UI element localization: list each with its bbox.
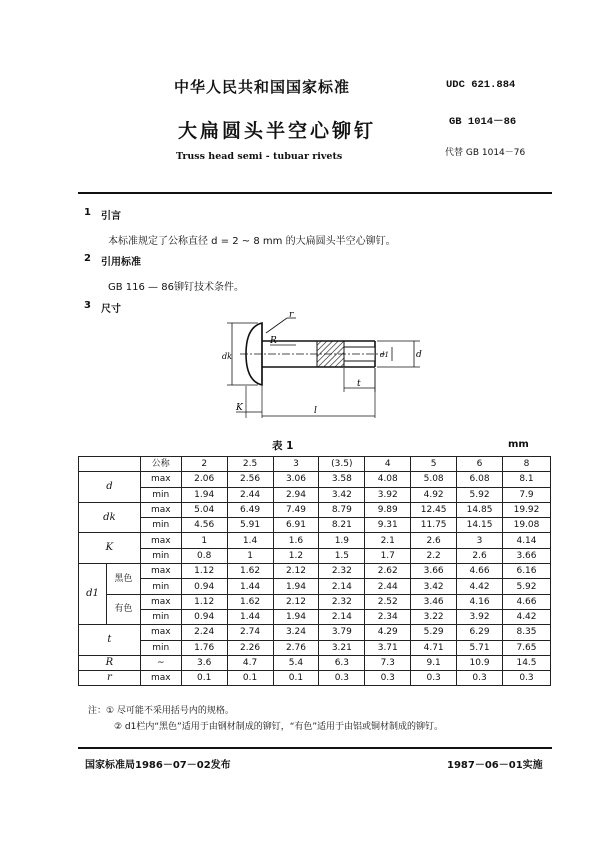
table-cell: 6.16 (503, 564, 551, 579)
table-cell: 6.49 (227, 502, 273, 517)
row-group-label: d (79, 472, 141, 503)
table-cell: 5.92 (457, 487, 503, 502)
table-cell: 2.1 (365, 533, 411, 548)
table-unit: mm (508, 439, 529, 450)
table-cell: 2.32 (319, 564, 365, 579)
table-cell: 2.06 (181, 472, 227, 487)
table-cell: 3.66 (411, 564, 457, 579)
row-type: max (140, 502, 181, 517)
udc-code: UDC 621.884 (446, 79, 516, 91)
table-cell: 7.49 (273, 502, 319, 517)
table-header-row (79, 457, 551, 472)
table-cell: 2.12 (273, 594, 319, 609)
row-type: max (140, 564, 181, 579)
table-cell: 0.3 (457, 671, 503, 686)
table-cell: 2.32 (319, 594, 365, 609)
table-cell: 9.1 (411, 655, 457, 670)
table-cell: 0.8 (181, 548, 227, 563)
table-cell: 4.71 (411, 640, 457, 655)
document-title: 大扁圆头半空心铆钉 (178, 120, 377, 142)
table-cell: 1 (227, 548, 273, 563)
table-cell: 1.62 (227, 594, 273, 609)
table-row (79, 564, 551, 579)
table-cell: 4.7 (227, 655, 273, 670)
table-cell: 6.29 (457, 625, 503, 640)
table-cell: 2.62 (365, 564, 411, 579)
table-cell: 0.94 (181, 609, 227, 624)
table-cell: 4.56 (181, 518, 227, 533)
table-cell: 3.21 (319, 640, 365, 655)
row-type: max (140, 472, 181, 487)
row-sub-label: 黑色 (106, 564, 140, 595)
table-cell: 14.5 (503, 655, 551, 670)
table-cell: 5.08 (411, 472, 457, 487)
table-cell: 3.92 (365, 487, 411, 502)
row-sub-label: 有色 (106, 594, 140, 625)
table-cell: 4.66 (503, 594, 551, 609)
table-cell: 3.42 (411, 579, 457, 594)
table-cell: 2.44 (365, 579, 411, 594)
label-K: K (236, 403, 243, 413)
table-row (79, 625, 551, 640)
table-cell: 8.35 (503, 625, 551, 640)
table-cell: 2.76 (273, 640, 319, 655)
table-cell: 1.76 (181, 640, 227, 655)
table-cell: 8.1 (503, 472, 551, 487)
table-cell: 0.3 (365, 671, 411, 686)
table-cell: 1.94 (181, 487, 227, 502)
table-cell: 3.79 (319, 625, 365, 640)
header-cell: 4 (365, 457, 411, 472)
section-2-number: 2 (84, 253, 91, 264)
table-cell: 3.42 (319, 487, 365, 502)
table-cell: 8.79 (319, 502, 365, 517)
table-row (79, 472, 551, 487)
table-row (79, 594, 551, 609)
table-cell: 0.3 (319, 671, 365, 686)
table-cell: 2.14 (319, 609, 365, 624)
table-cell: 1.62 (227, 564, 273, 579)
table-cell: 6.08 (457, 472, 503, 487)
table-cell: 3.71 (365, 640, 411, 655)
dimension-table (78, 456, 551, 686)
header-cell: (3.5) (319, 457, 365, 472)
table-cell: 3.22 (411, 609, 457, 624)
row-group-label: K (79, 533, 141, 564)
effective-date: 1987－06－01实施 (447, 760, 543, 771)
row-group-label: t (79, 625, 141, 656)
table-cell: 14.85 (457, 502, 503, 517)
table-cell: 9.89 (365, 502, 411, 517)
table-cell: 2.24 (181, 625, 227, 640)
table-cell: 2.6 (411, 533, 457, 548)
section-1-number: 1 (84, 207, 91, 218)
table-cell: 0.1 (273, 671, 319, 686)
table-cell: 7.65 (503, 640, 551, 655)
header-cell: 8 (503, 457, 551, 472)
table-cell: 0.94 (181, 579, 227, 594)
table-row (79, 640, 551, 655)
document-title-english: Truss head semi - tubuar rivets (176, 151, 343, 162)
section-2-text: GB 116 — 86铆钉技术条件。 (108, 282, 244, 293)
row-group-label: d1 (79, 564, 107, 625)
table-row (79, 502, 551, 517)
table-cell: 11.75 (411, 518, 457, 533)
row-type: min (140, 609, 181, 624)
table-cell: 3.24 (273, 625, 319, 640)
header-cell: 2 (181, 457, 227, 472)
table-cell: 2.2 (411, 548, 457, 563)
table-cell: 1.6 (273, 533, 319, 548)
table-cell: 5.71 (457, 640, 503, 655)
table-cell: 4.92 (411, 487, 457, 502)
section-3-number: 3 (84, 300, 91, 311)
label-R: R (270, 336, 277, 346)
table-cell: 8.21 (319, 518, 365, 533)
table-cell: 2.14 (319, 579, 365, 594)
footer-divider (78, 747, 552, 749)
table-cell: 4.66 (457, 564, 503, 579)
table-cell: 1.94 (273, 609, 319, 624)
label-dk: dk (222, 352, 232, 361)
table-row (79, 609, 551, 624)
label-d1: d1 (380, 351, 389, 359)
table-cell: 2.94 (273, 487, 319, 502)
table-row (79, 671, 551, 686)
table-row (79, 579, 551, 594)
section-2-title: 引用标准 (101, 257, 141, 268)
row-type: min (140, 518, 181, 533)
table-cell: 2.74 (227, 625, 273, 640)
table-cell: 3.58 (319, 472, 365, 487)
issue-date: 国家标准局1986－07－02发布 (85, 760, 231, 771)
table-cell: 1.44 (227, 609, 273, 624)
label-d: d (416, 350, 422, 360)
table-row (79, 548, 551, 563)
table-cell: 12.45 (411, 502, 457, 517)
row-type: min (140, 579, 181, 594)
table-cell: 1.44 (227, 579, 273, 594)
table-cell: 4.42 (457, 579, 503, 594)
row-type: max (140, 533, 181, 548)
table-cell: 7.3 (365, 655, 411, 670)
header-cell: 2.5 (227, 457, 273, 472)
row-type: min (140, 487, 181, 502)
row-group-label: R (79, 655, 141, 670)
table-cell: 9.31 (365, 518, 411, 533)
note-2: ② d1栏内“黑色”适用于由钢材制成的铆钉，“有色”适用于由铝或铜材制成的铆钉。 (114, 722, 444, 732)
row-group-label: dk (79, 502, 141, 533)
table-cell: 5.4 (273, 655, 319, 670)
table-cell: 2.56 (227, 472, 273, 487)
row-type: min (140, 548, 181, 563)
table-cell: 5.92 (503, 579, 551, 594)
table-cell: 1.7 (365, 548, 411, 563)
table-cell: 19.92 (503, 502, 551, 517)
label-r: r (289, 310, 294, 320)
replaces-standard: 代替 GB 1014－76 (445, 148, 526, 158)
table-cell: 5.04 (181, 502, 227, 517)
table-cell: 0.3 (503, 671, 551, 686)
header-cell: 3 (273, 457, 319, 472)
table-cell: 5.91 (227, 518, 273, 533)
row-type: max (140, 671, 181, 686)
table-cell: 4.42 (503, 609, 551, 624)
table-cell: 1.4 (227, 533, 273, 548)
row-type: max (140, 625, 181, 640)
row-type: ~ (140, 655, 181, 670)
section-1-text: 本标准规定了公称直径 d = 2 ~ 8 mm 的大扁圆头半空心铆钉。 (108, 236, 396, 247)
table-cell: 3.6 (181, 655, 227, 670)
table-cell: 4.16 (457, 594, 503, 609)
table-cell: 4.29 (365, 625, 411, 640)
label-t: t (357, 379, 361, 389)
table-cell: 3.46 (411, 594, 457, 609)
table-row (79, 655, 551, 670)
table-cell: 0.1 (227, 671, 273, 686)
table-cell: 4.08 (365, 472, 411, 487)
note-1: 注：① 尽可能不采用括号内的规格。 (88, 706, 234, 716)
table-cell: 2.26 (227, 640, 273, 655)
table-cell: 6.91 (273, 518, 319, 533)
table-cell: 6.3 (319, 655, 365, 670)
table-cell: 0.1 (181, 671, 227, 686)
table-cell: 1.12 (181, 594, 227, 609)
label-l: l (314, 406, 317, 416)
row-type: min (140, 640, 181, 655)
table-cell: 2.44 (227, 487, 273, 502)
table-cell: 3.92 (457, 609, 503, 624)
table-row (79, 518, 551, 533)
table-cell: 5.29 (411, 625, 457, 640)
table-cell: 1.9 (319, 533, 365, 548)
table-cell: 1 (181, 533, 227, 548)
table-row (79, 487, 551, 502)
table-row (79, 533, 551, 548)
row-group-label: r (79, 671, 141, 686)
table-cell: 2.6 (457, 548, 503, 563)
header-cell: 6 (457, 457, 503, 472)
table-cell: 3.66 (503, 548, 551, 563)
gb-number: GB 1014－86 (449, 116, 517, 128)
table-cell: 3.06 (273, 472, 319, 487)
table-cell: 3 (457, 533, 503, 548)
table-title: 表 1 (272, 440, 294, 452)
table-cell: 1.94 (273, 579, 319, 594)
section-1-title: 引言 (101, 211, 121, 222)
table-cell: 1.12 (181, 564, 227, 579)
section-3-title: 尺寸 (101, 304, 121, 315)
table-cell: 1.5 (319, 548, 365, 563)
header-cell: 公称 (140, 457, 181, 472)
table-cell: 19.08 (503, 518, 551, 533)
standard-org: 中华人民共和国国家标准 (174, 78, 351, 96)
header-cell: 5 (411, 457, 457, 472)
row-type: max (140, 594, 181, 609)
table-cell: 7.9 (503, 487, 551, 502)
table-cell: 2.52 (365, 594, 411, 609)
table-cell: 10.9 (457, 655, 503, 670)
table-cell: 1.2 (273, 548, 319, 563)
table-cell: 2.12 (273, 564, 319, 579)
table-cell: 4.14 (503, 533, 551, 548)
table-cell: 2.34 (365, 609, 411, 624)
table-cell: 0.3 (411, 671, 457, 686)
table-cell: 14.15 (457, 518, 503, 533)
